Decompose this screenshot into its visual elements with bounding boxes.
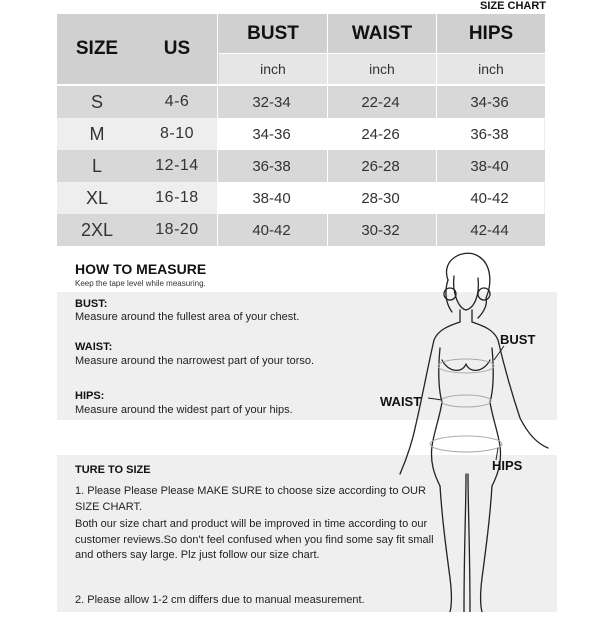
- cell-waist: 24-26: [326, 118, 435, 150]
- cell-waist: 30-32: [361, 221, 400, 239]
- true-to-size-title: TURE TO SIZE: [75, 464, 151, 476]
- cell-size: XL: [85, 187, 109, 208]
- cell-waist: 28-30: [326, 182, 435, 214]
- cell-waist: 22-24: [361, 93, 400, 111]
- cell-size: S: [90, 91, 103, 112]
- cell-us: 16-18: [155, 189, 199, 206]
- cell-bust: 36-38: [252, 157, 291, 175]
- header-bust-label: BUST: [219, 14, 327, 53]
- table-row: [57, 118, 545, 150]
- cell-bust: 34-36: [217, 118, 326, 150]
- header-hips-label: HIPS: [437, 14, 545, 53]
- header-bust: [219, 14, 327, 84]
- figure-waist-label: WAIST: [380, 394, 422, 409]
- table-row: [57, 150, 545, 182]
- column-divider: [436, 14, 437, 246]
- header-us: US: [163, 38, 191, 59]
- table-row: [57, 86, 545, 118]
- bust-description: Measure around the fullest area of your chest.: [75, 311, 300, 323]
- cell-bust: 40-42: [252, 221, 291, 239]
- header-hips: [437, 14, 545, 84]
- cell-hips: 36-38: [435, 118, 544, 150]
- figure-bust-label: BUST: [500, 332, 536, 347]
- cell-us: 8-10: [159, 125, 195, 142]
- cell-us: 12-14: [155, 157, 199, 174]
- header-size: SIZE: [75, 38, 119, 59]
- true-to-size-note-2: Both our size chart and product will be improved in time according to our customer reviews.So don't feel confused when you find some say fit small and others say large. Plz just follow our size chart.: [75, 518, 434, 561]
- header-bust-unit: inch: [219, 53, 327, 84]
- cell-us: 4-6: [164, 93, 190, 110]
- hips-description: Measure around the widest part of your hips.: [75, 404, 293, 416]
- header-hips-unit: inch: [437, 53, 545, 84]
- cell-hips: 42-44: [470, 221, 509, 239]
- true-to-size-note-3: 2. Please allow 1-2 cm differs due to manual measurement.: [75, 594, 365, 606]
- column-divider: [327, 14, 328, 246]
- header-waist-label: WAIST: [328, 14, 436, 53]
- cell-hips: 38-40: [470, 157, 509, 175]
- waist-description: Measure around the narrowest part of your torso.: [75, 355, 315, 367]
- cell-hips: 34-36: [470, 93, 509, 111]
- column-divider: [217, 14, 218, 246]
- hips-label: HIPS:: [75, 390, 105, 402]
- cell-bust: 32-34: [252, 93, 291, 111]
- cell-hips: 40-42: [435, 182, 544, 214]
- cell-size: L: [91, 155, 102, 176]
- header-waist: [328, 14, 436, 84]
- table-row: [57, 214, 545, 246]
- chart-title: SIZE CHART: [480, 0, 546, 12]
- cell-waist: 26-28: [361, 157, 400, 175]
- how-to-measure-subtitle: Keep the tape level while measuring.: [75, 279, 206, 288]
- cell-size: M: [89, 123, 105, 144]
- figure-hips-label: HIPS: [492, 458, 523, 473]
- header-waist-unit: inch: [328, 53, 436, 84]
- table-row: [57, 182, 545, 214]
- cell-size: 2XL: [80, 219, 114, 240]
- how-to-measure-title: HOW TO MEASURE: [75, 261, 207, 277]
- cell-us: 18-20: [155, 221, 199, 238]
- cell-bust: 38-40: [217, 182, 326, 214]
- waist-label: WAIST:: [75, 341, 113, 353]
- body-figure-icon: [370, 248, 560, 612]
- body-figure-illustration: [370, 248, 560, 612]
- true-to-size-note-1: 1. Please Please Please MAKE SURE to choose size according to OUR SIZE CHART.: [75, 485, 426, 513]
- bust-label: BUST:: [75, 298, 108, 310]
